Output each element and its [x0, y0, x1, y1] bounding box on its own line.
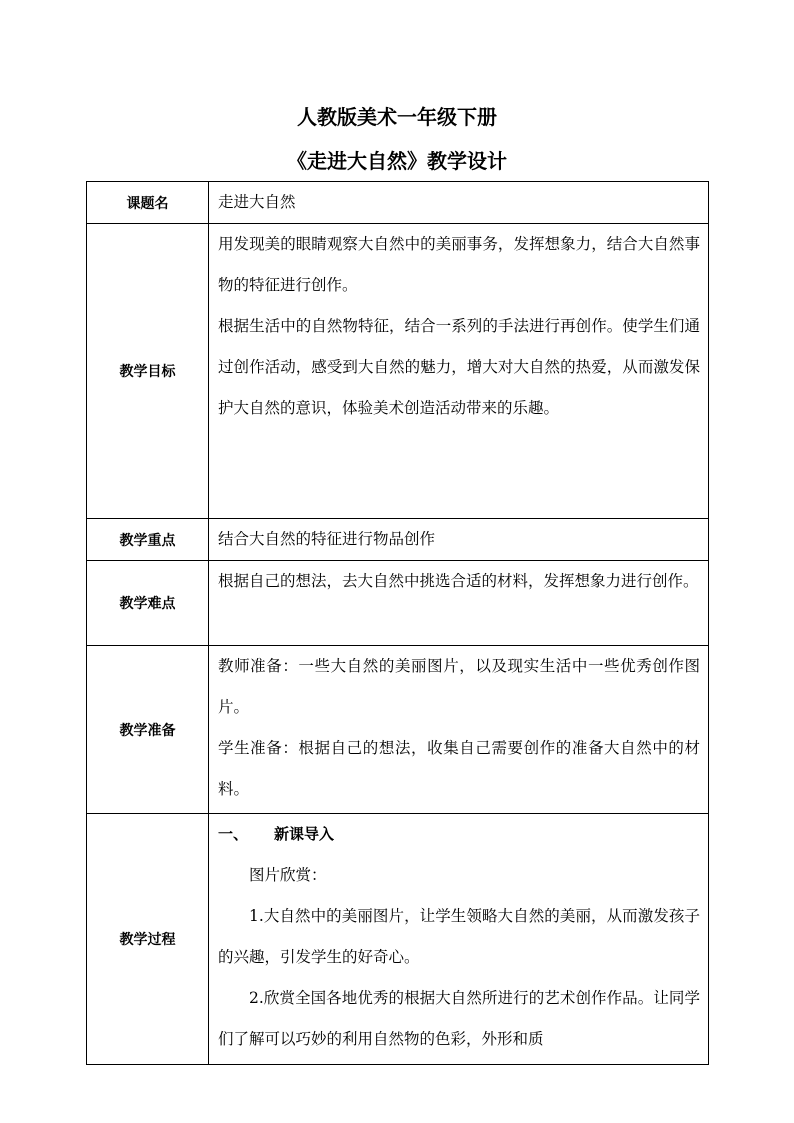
table-row-process [87, 814, 709, 1065]
process-section-number: 一、 [218, 825, 249, 843]
process-item: 1.大自然中的美丽图片，让学生领略大自然的美丽，从而激发孩子的兴趣，引发学生的好奇心。 [218, 907, 700, 966]
process-cell [209, 814, 709, 1065]
preparation-cell [209, 646, 709, 814]
topic-label: 课题名 [87, 182, 209, 224]
topic-value: 走进大自然 [218, 193, 296, 211]
table-row-objectives [87, 224, 709, 519]
objectives-cell [209, 224, 709, 519]
process-intro: 图片欣赏： [249, 866, 327, 884]
process-content [218, 814, 700, 1064]
topic-cell [209, 182, 709, 224]
table-row-preparation [87, 646, 709, 814]
key-point-cell [209, 519, 709, 561]
document-title: 人教版美术一年级下册 [297, 105, 497, 129]
process-item: 2.欣赏全国各地优秀的根据大自然所进行的艺术创作作品。让同学们了解可以巧妙的利用自然物的色彩，外形和质 [218, 989, 700, 1048]
key-point-value: 结合大自然的特征进行物品创作 [218, 530, 436, 548]
process-section-heading [218, 814, 700, 855]
objectives-paragraph: 用发现美的眼睛观察大自然中的美丽事务，发挥想象力，结合大自然事物的特征进行创作。 [218, 235, 700, 294]
objectives-label: 教学目标 [87, 224, 209, 519]
preparation-paragraph: 学生准备：根据自己的想法，收集自己需要创作的准备大自然中的材料。 [218, 739, 700, 798]
document-subtitle: 《走进大自然》教学设计 [287, 149, 507, 173]
lesson-plan-table [86, 181, 709, 1065]
process-label: 教学过程 [87, 814, 209, 1065]
table-row-topic [87, 182, 709, 224]
preparation-paragraph: 教师准备：一些大自然的美丽图片，以及现实生活中一些优秀创作图片。 [218, 657, 700, 716]
table-row-difficulty [87, 561, 709, 646]
difficulty-cell [209, 561, 709, 646]
difficulty-label: 教学难点 [87, 561, 209, 646]
objectives-paragraph: 根据生活中的自然物特征，结合一系列的手法进行再创作。使学生们通过创作活动，感受到大自然的魅力，增大对大自然的热爱，从而激发保护大自然的意识，体验美术创造活动带来的乐趣。 [218, 317, 700, 417]
table-row-key-point [87, 519, 709, 561]
key-point-label: 教学重点 [87, 519, 209, 561]
difficulty-value: 根据自己的想法，去大自然中挑选合适的材料，发挥想象力进行创作。 [218, 572, 699, 590]
process-section-title: 新课导入 [274, 825, 335, 843]
preparation-label: 教学准备 [87, 646, 209, 814]
